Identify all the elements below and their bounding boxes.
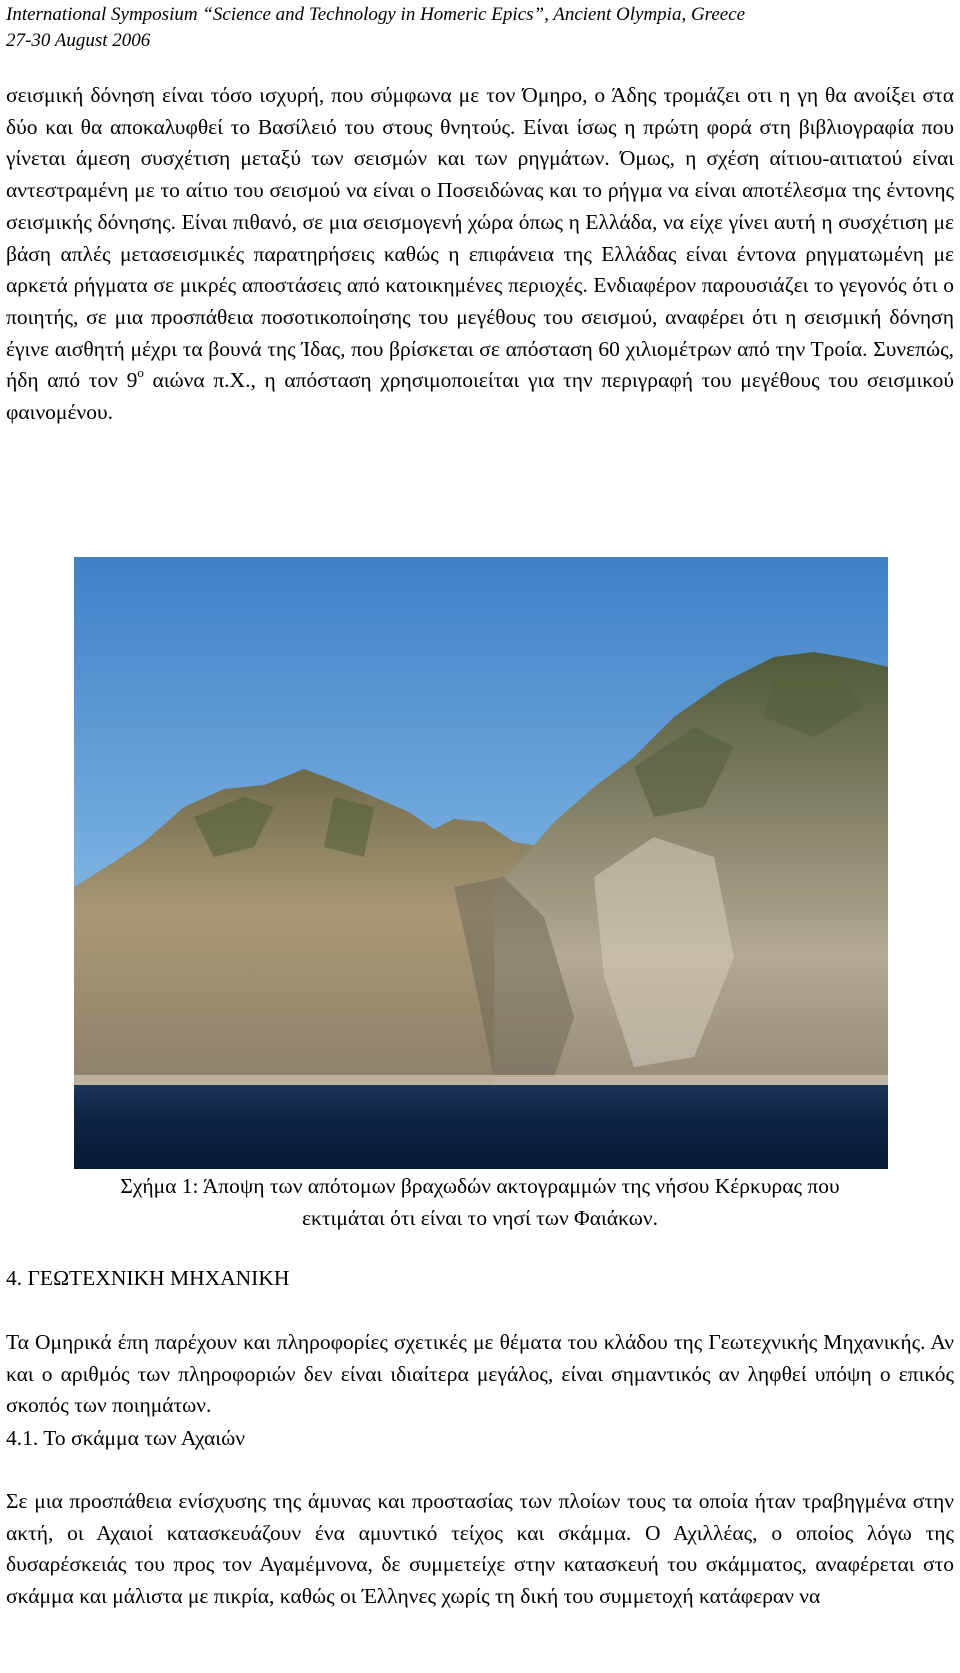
paragraph-text: σεισμική δόνηση είναι τόσο ισχυρή, που σύμφωνα με τον Όμηρο, ο Άδης τρομάζει οτι η γη θα ανοίξει στα δύο και θα αποκαλυφθεί το Βασίλειό του στους θνητούς. Είναι ίσως η πρώτη φορά στη βιβλιογραφία που γίνεται άμεση συσχέτιση μεταξύ των σεισμών και των ρηγμάτων. Όμως, η σχέση αίτιου-αιτιατού είναι αντεστραμένη με το αίτιο του σεισμού να είναι ο Ποσειδώνας και το ρήγμα να είναι αποτέλεσμα της έντονης σεισμικής δόνησης. Είναι πιθανό, σε μια σεισμογενή χώρα όπως η Ελλάδα, να είχε γίνει αυτή η συσχέτιση με βάση απλές μετασεισμικές παρατηρήσεις καθώς η επιφάνεια της Ελλάδας είναι έντονα ρηγματωμένη με αρκετά ρήγματα σε μικρές αποστάσεις από κατοικημένες περιοχές. Ενδιαφέρον παρουσιάζει το γεγονός ότι ο ποιητής, σε μια προσπάθεια ποσοτικοποίησης του μεγέθους του σεισμού, αναφέρει ότι η σεισμική δόνηση έγινε αισθητή μέχρι τα βουνά της Ίδας, που βρίσκεται σε απόσταση 60 χιλιομέτρων από την Τροία. Συνεπώς, ήδη από τον 9 [6,83,954,393]
conference-dates: 27-30 August 2006 [6,30,151,51]
caption-line-1: Σχήμα 1: Άποψη των απότομων βραχωδών ακτογραμμών της νήσου Κέρκυρας που [120,1174,840,1198]
subsection-heading-4-1: 4.1. Το σκάμμα των Αχαιών [6,1426,245,1450]
body-paragraph-geotechnical: Τα Ομηρικά έπη παρέχουν και πληροφορίες σχετικές με θέματα του κλάδου της Γεωτεχνικής Μηχανικής. Αν και ο αριθμός των πληροφοριών δεν είναι ιδιαίτερα μεγάλος, είναι σημαντικός αν ληφθεί υπόψη ο επικός σκοπός των ποιημάτων. [6,1330,954,1418]
figure-caption [0,1171,960,1234]
conference-title: International Symposium “Science and Technology in Homeric Epics”, Ancient Olympia, Greece [6,4,746,25]
section-heading-4: 4. ΓΕΩΤΕΧΝΙΚΗ ΜΗΧΑΝΙΚΗ [6,1266,290,1290]
figure-photo-coastline [74,557,888,1169]
body-paragraph-trench: Σε μια προσπάθεια ενίσχυσης της άμυνας και προστασίας των πλοίων τους τα οποία ήταν τραβηγμένα στην ακτή, οι Αχαιοί κατασκευάζουν ένα αμυντικό τείχος και σκάμμα. Ο Αχιλλέας, ο οποίος λόγω της δυσαρέσκειάς του προς τον Αγαμέμνονα, δε συμμετείχε στην κατασκευή του σκάμματος, αναφέρεται στο σκάμμα και μάλιστα με πικρία, καθώς οι Έλληνες χωρίς τη δική του συμμετοχή κατάφεραν να [6,1489,954,1609]
sea [74,1085,888,1169]
running-header [6,2,936,54]
caption-line-2: εκτιμάται ότι είναι το νησί των Φαιάκων. [302,1205,658,1230]
paragraph-text-end: αιώνα π.Χ., η απόσταση χρησιμοποιείται για την περιγραφή του μεγέθους του σεισμικού φαινομένου. [6,368,954,425]
ordinal-superscript: ο [137,365,144,381]
body-paragraph-seismic [6,80,954,429]
